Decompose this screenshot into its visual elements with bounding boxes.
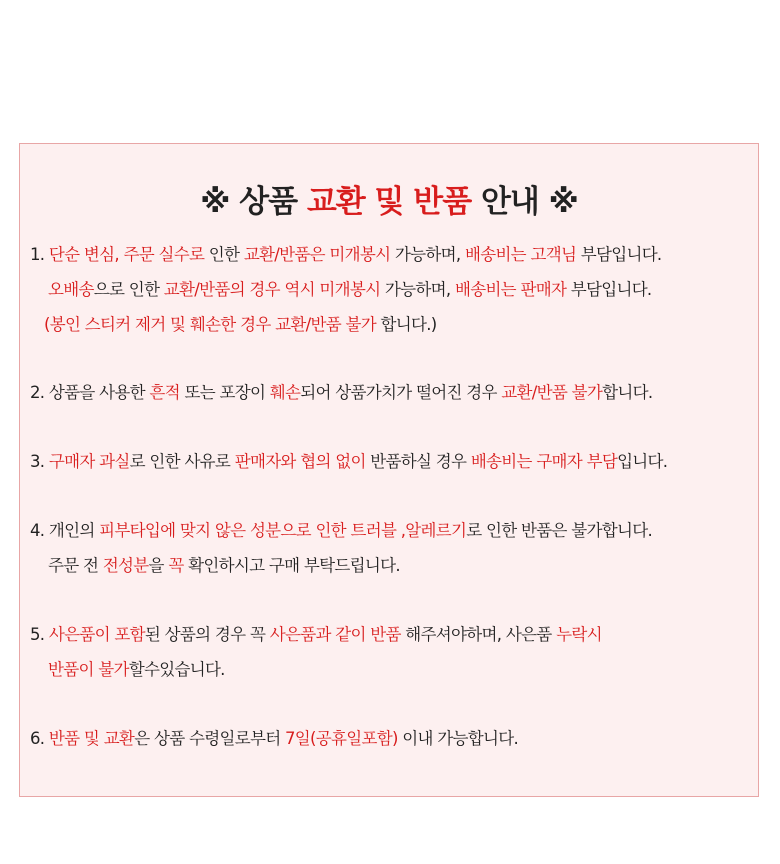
return-exchange-notice [19, 143, 759, 797]
notice-title [20, 176, 758, 221]
notice-item-1-line-1: 1. 단순 변심, 주문 실수로 인한 교환/반품은 미개봉시 가능하며, 배송비는 고객님 부담입니다. [30, 245, 662, 264]
notice-item-1-line-3: (봉인 스티커 제거 및 훼손한 경우 교환/반품 불가 합니다.) [44, 315, 437, 334]
title-highlight: 교환 및 반품 [306, 184, 472, 220]
item-number: 1. [30, 245, 45, 264]
notice-item-5-line-2: 반품이 불가할수있습니다. [48, 660, 225, 679]
notice-item-5-line-1: 5. 사은품이 포함된 상품의 경우 꼭 사은품과 같이 반품 해주셔야하며, 사은품 누락시 [30, 625, 602, 644]
notice-item-1-line-2: 오배송으로 인한 교환/반품의 경우 역시 미개봉시 가능하며, 배송비는 판매자 부담입니다. [48, 280, 652, 299]
notice-item-6-line-1: 6. 반품 및 교환은 상품 수령일로부터 7일(공휴일포함) 이내 가능합니다. [30, 729, 519, 748]
item-number: 3. [30, 452, 45, 471]
item-number: 2. [30, 383, 45, 402]
title-suffix: 안내 ※ [471, 184, 578, 220]
item-number: 5. [30, 625, 45, 644]
item-number: 6. [30, 729, 45, 748]
notice-item-4-line-2: 주문 전 전성분을 꼭 확인하시고 구매 부탁드립니다. [48, 556, 400, 575]
title-prefix: ※ 상품 [200, 184, 307, 220]
notice-item-3-line-1: 3. 구매자 과실로 인한 사유로 판매자와 협의 없이 반품하실 경우 배송비는 구매자 부담입니다. [30, 452, 668, 471]
notice-item-2-line-1: 2. 상품을 사용한 흔적 또는 포장이 훼손되어 상품가치가 떨어진 경우 교환/반품 불가합니다. [30, 383, 653, 402]
notice-item-4-line-1: 4. 개인의 피부타입에 맞지 않은 성분으로 인한 트러블 ,알레르기로 인한 반품은 불가합니다. [30, 521, 653, 540]
item-number: 4. [30, 521, 45, 540]
